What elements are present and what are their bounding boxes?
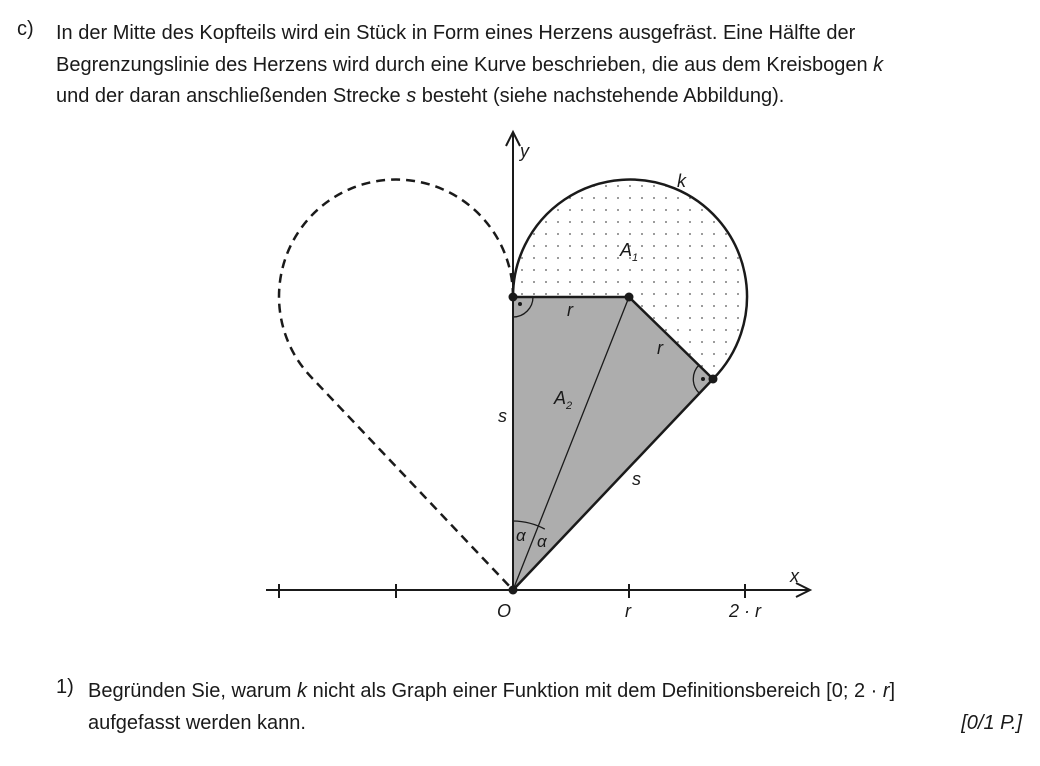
- label-angle-alpha-2: α: [537, 532, 547, 551]
- label-origin: O: [497, 601, 512, 621]
- right-angle-top-dot: [518, 302, 522, 306]
- label-seg-left-s: s: [498, 406, 507, 426]
- label-tick-2r: 2 · r: [729, 601, 762, 621]
- intro-line-3-post: besteht (siehe nachstehende Abbildung).: [416, 85, 785, 107]
- point-origin: [509, 586, 518, 595]
- intro-line-3-pre: und der daran anschließenden Strecke: [56, 85, 407, 107]
- intro-line-2-text: Begrenzungslinie des Herzens wird durch eine Kurve beschrieben, die aus dem Kreisbogen: [56, 53, 874, 76]
- point-top-left: [509, 293, 518, 302]
- task-var-r: r: [882, 680, 890, 702]
- point-tangent: [709, 375, 718, 384]
- intro-var-s: s: [406, 85, 417, 107]
- label-tick-r: r: [625, 601, 631, 621]
- label-arc-k: k: [677, 171, 686, 191]
- task-line-1: [88, 676, 1022, 708]
- label-angle-alpha-1: α: [516, 526, 526, 545]
- task-var-k: k: [297, 680, 308, 702]
- task-line-1-pre: Begründen Sie, warum: [88, 680, 298, 702]
- task-text: [88, 676, 1022, 739]
- intro-line-1: In der Mitte des Kopfteils wird ein Stück in Form eines Herzens ausgefräst. Eine Hälfte der: [56, 22, 856, 44]
- right-angle-right-dot: [701, 377, 705, 381]
- label-seg-top-r: r: [567, 300, 573, 320]
- left-half-dashed: [279, 180, 513, 590]
- label-y-axis: y: [520, 141, 529, 161]
- label-area-a2: $A_2$: [554, 388, 573, 412]
- point-center: [625, 293, 634, 302]
- task-line-1-post: nicht als Graph einer Funktion mit dem Definitionsbereich [0; 2 ·: [307, 680, 883, 702]
- task-number: 1): [56, 676, 74, 698]
- task-line-1-end: ]: [889, 680, 896, 702]
- label-seg-diag-r: r: [657, 338, 663, 358]
- section-label: c): [17, 18, 34, 40]
- label-area-a1: $A_1$: [620, 240, 639, 264]
- label-x-axis: x: [790, 566, 799, 586]
- intro-var-k: k: [873, 53, 884, 76]
- task-points: [0/1 P.]: [961, 711, 1022, 734]
- label-seg-bottom-s: s: [632, 469, 641, 489]
- task-line-2: aufgefasst werden kann.: [88, 711, 306, 734]
